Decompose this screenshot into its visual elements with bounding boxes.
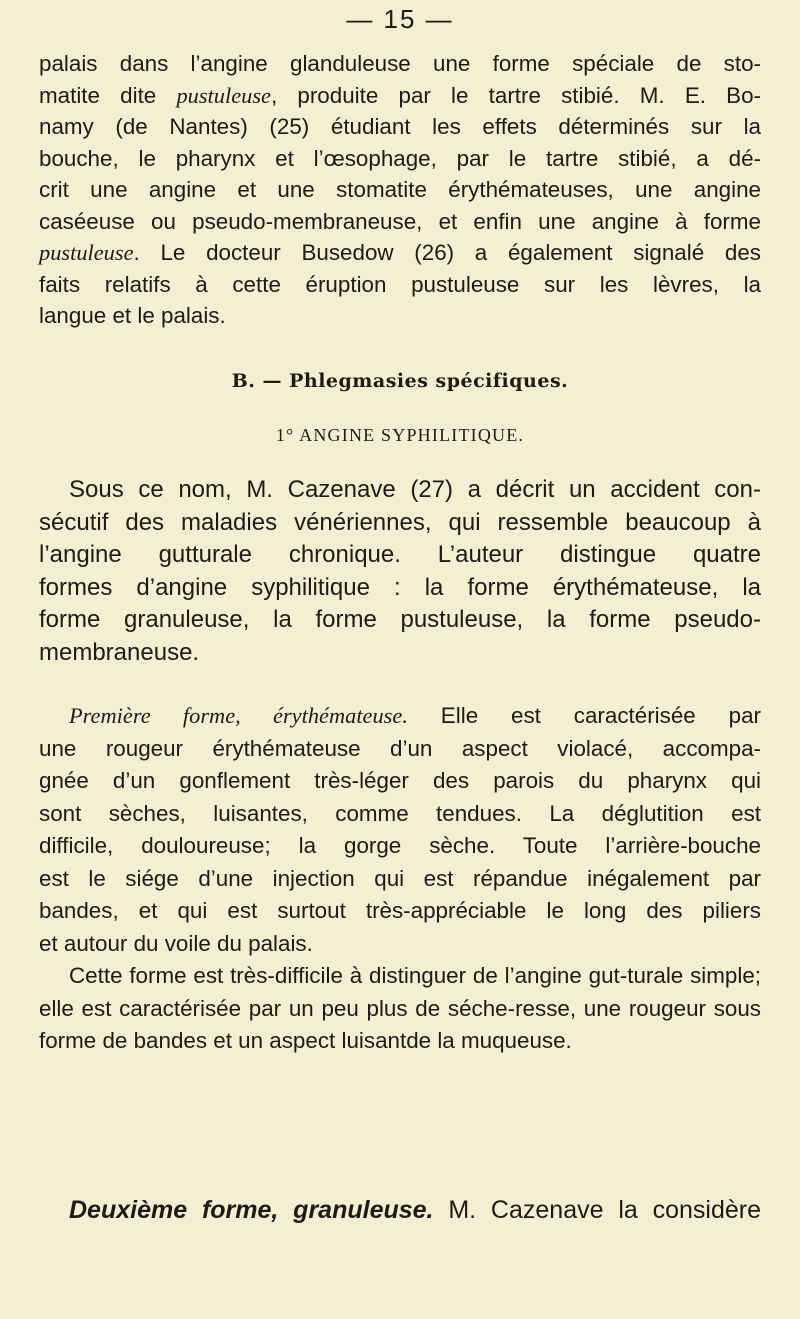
text-line: namy (de Nantes) (25) étudiant les effets déterminés sur la — [39, 114, 761, 139]
text-line: formes d’angine syphilitique : la forme érythémateuse, la — [39, 573, 761, 601]
paragraph-1 — [39, 48, 761, 332]
text-line: turale simple; elle est caractérisée par un peu plus de séche- — [39, 963, 761, 1021]
text-line: resse, une rougeur sous forme de bandes et un aspect luisant — [39, 995, 761, 1053]
text-line: palais dans l’angine glanduleuse une forme spéciale de sto- — [39, 51, 761, 76]
paragraph-3 — [39, 700, 761, 960]
text-line: bandes, et qui est surtout très-appréciable le long des piliers — [39, 898, 761, 923]
text-line: caséeuse ou pseudo-membraneuse, et enfin une angine à forme — [39, 208, 761, 234]
text-line: Cette forme est très-difficile à distinguer de l’angine gut- — [69, 963, 628, 988]
text-line: pustuleuse. Le docteur Busedow (26) a également signalé des — [39, 240, 761, 265]
text-line: gnée d’un gonflement très-léger des parois du pharynx qui — [39, 768, 761, 793]
text-line: et autour du voile du palais. — [39, 930, 313, 956]
text-line: matite dite pustuleuse, produite par le tartre stibié. M. E. Bo- — [39, 82, 762, 108]
subsection-heading: 1° ANGINE SYPHILITIQUE. — [275, 425, 525, 445]
paragraph-2 — [39, 474, 761, 669]
text-line: l’angine gutturale chronique. L’auteur distingue quatre — [39, 541, 761, 568]
paragraph-5 — [39, 1194, 761, 1226]
text-line: Première forme, érythémateuse. Elle est caractérisée par — [69, 703, 761, 728]
text-line: difficile, douloureuse; la gorge sèche. Toute l’arrière-bouche — [39, 833, 761, 858]
text-line: de la muqueuse. — [406, 1028, 572, 1053]
text-line: membraneuse. — [39, 638, 200, 666]
text-line: forme granuleuse, la forme pustuleuse, la forme pseudo- — [39, 606, 761, 633]
text-line: sécutif des maladies vénériennes, qui ressemble beaucoup à — [39, 508, 761, 536]
section-heading: B. — Phlegmasies spécifiques. — [231, 370, 569, 392]
text-line: faits relatifs à cette éruption pustuleuse sur les lèvres, la — [39, 271, 761, 297]
text-line: sont sèches, luisantes, comme tendues. La déglutition est — [39, 800, 761, 826]
page-number: — 15 — — [346, 4, 454, 34]
text-line: Deuxième forme, granuleuse. M. Cazenave la considère — [69, 1196, 762, 1224]
text-line: Sous ce nom, M. Cazenave (27) a décrit un accident con- — [69, 476, 761, 503]
text-line: langue et le palais. — [39, 303, 226, 328]
text-line: crit une angine et une stomatite érythémateuses, une angine — [39, 177, 761, 202]
text-line: bouche, le pharynx et l’œsophage, par le tartre stibié, a dé- — [39, 145, 761, 171]
text-line: est le siége d’une injection qui est répandue inégalement par — [39, 865, 761, 891]
paragraph-4 — [39, 960, 761, 1058]
text-line: une rougeur érythémateuse d’un aspect violacé, accompa- — [39, 735, 761, 761]
